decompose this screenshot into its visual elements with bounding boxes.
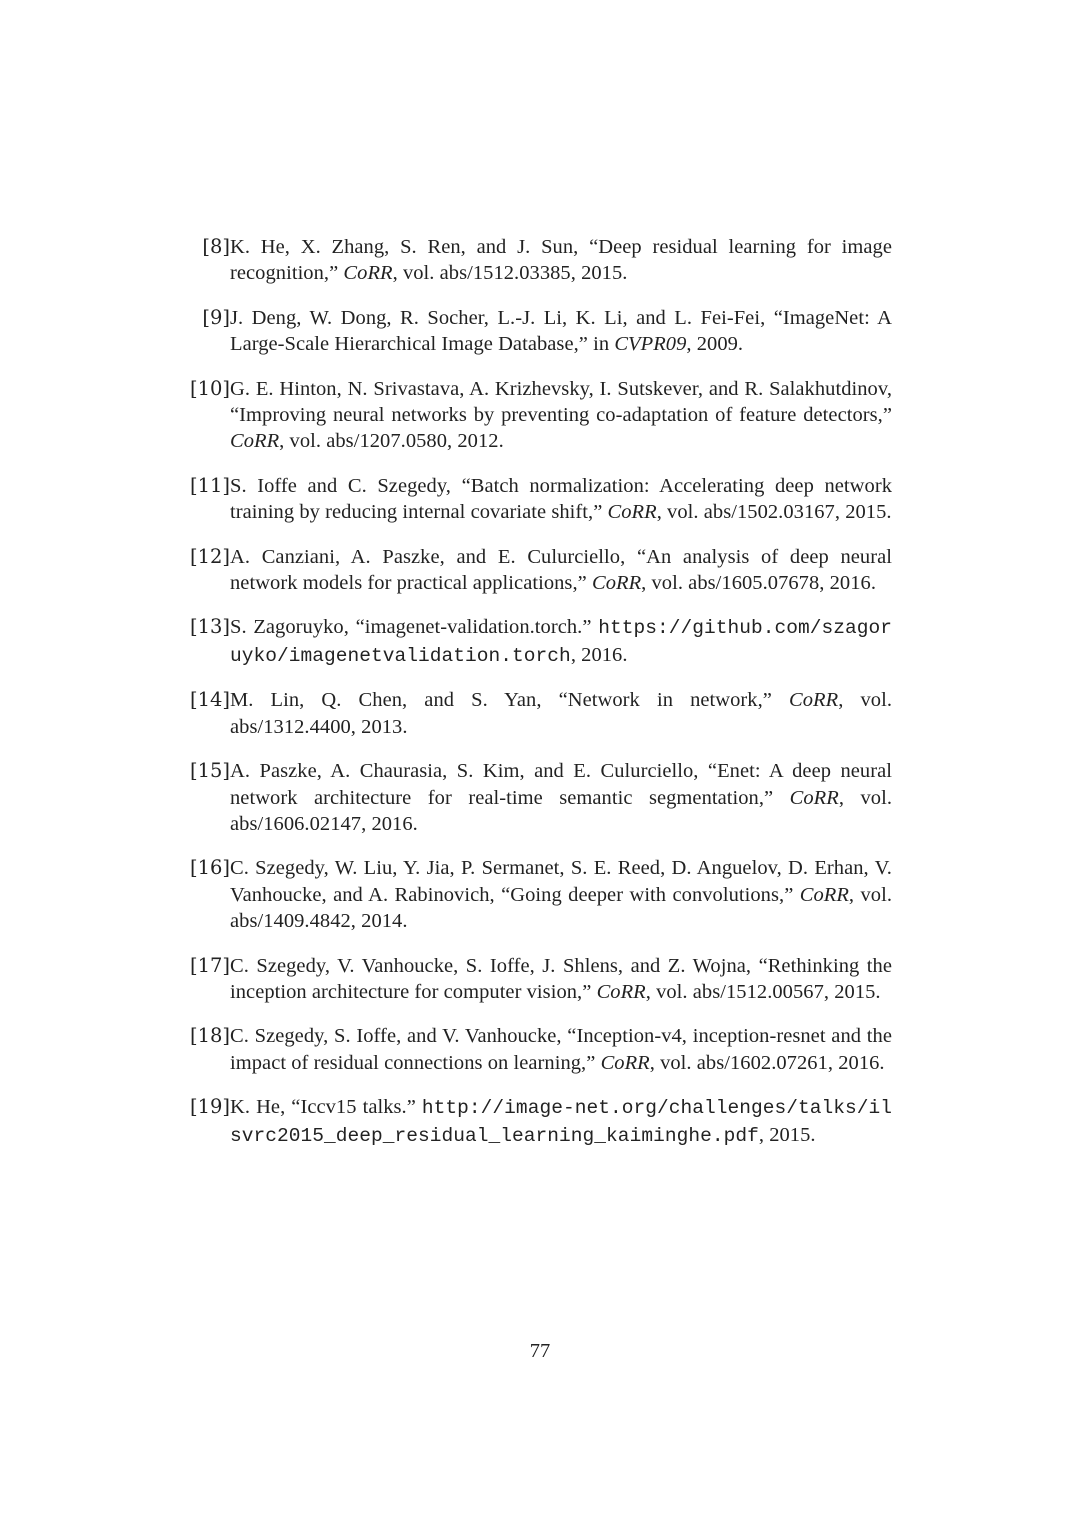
reference-entry bbox=[186, 758, 892, 837]
reference-entry bbox=[186, 473, 892, 526]
reference-url[interactable]: https://github.com/szagoruyko/imagenetvalidation.torch bbox=[230, 617, 892, 667]
reference-text bbox=[230, 234, 892, 287]
reference-segment: K. He, “Iccv15 talks.” bbox=[230, 1096, 422, 1119]
reference-number: [8] bbox=[202, 235, 230, 258]
reference-segment: G. E. Hinton, N. Srivastava, A. Krizhevsky, I. Sutskever, and R. Salakhutdinov, “Improving neural networks by preventing co-adaptation of feature detectors,” bbox=[230, 377, 892, 427]
reference-text bbox=[230, 614, 892, 669]
reference-url[interactable]: http://image-net.org/challenges/talks/ilsvrc2015_deep_residual_learning_kaiminghe.pdf bbox=[230, 1097, 892, 1147]
reference-entry bbox=[186, 855, 892, 934]
reference-text bbox=[230, 544, 892, 597]
reference-entry bbox=[186, 544, 892, 597]
reference-segment: C. Szegedy, W. Liu, Y. Jia, P. Sermanet, S. E. Reed, D. Anguelov, D. Erhan, V. Vanhoucke, and A. Rabinovich, “Going deeper with convolutions,” bbox=[230, 857, 892, 906]
reference-text bbox=[230, 758, 892, 837]
reference-segment: , vol. abs/1606.02147, 2016. bbox=[230, 786, 892, 835]
reference-segment: J. Deng, W. Dong, R. Socher, L.-J. Li, K. Li, and L. Fei-Fei, “ImageNet: A Large-Scale Hierarchical Image Database,” in bbox=[230, 306, 892, 356]
reference-number: [18] bbox=[189, 1024, 230, 1048]
reference-number: [14] bbox=[189, 688, 230, 712]
reference-segment: , vol. abs/1605.07678, 2016. bbox=[641, 572, 877, 595]
reference-segment: S. Zagoruyko, “imagenet-validation.torch.” bbox=[230, 616, 599, 639]
reference-venue: CVPR09 bbox=[614, 333, 687, 356]
reference-number: [11] bbox=[189, 473, 230, 497]
reference-text bbox=[230, 305, 892, 358]
reference-venue: CoRR bbox=[596, 980, 646, 1003]
reference-segment: A. Canziani, A. Paszke, and E. Culurciello, “An analysis of deep neural network models for practical applications,” bbox=[230, 545, 892, 595]
reference-text bbox=[230, 1094, 892, 1149]
reference-number: [10] bbox=[189, 376, 230, 400]
reference-segment: , 2015. bbox=[758, 1123, 816, 1146]
reference-venue: CoRR bbox=[789, 786, 839, 809]
reference-entry bbox=[186, 305, 892, 358]
reference-segment: , vol. abs/1512.03385, 2015. bbox=[392, 262, 628, 285]
reference-venue: CoRR bbox=[789, 689, 839, 712]
reference-venue: CoRR bbox=[591, 572, 642, 595]
reference-segment: M. Lin, Q. Chen, and S. Yan, “Network in network,” bbox=[230, 689, 790, 712]
reference-segment: C. Szegedy, S. Ioffe, and V. Vanhoucke, “Inception-v4, inception-resnet and the impact of residual connections on learning,” bbox=[230, 1025, 892, 1074]
reference-segment: , 2016. bbox=[570, 643, 628, 666]
reference-text bbox=[230, 953, 892, 1006]
reference-venue: CoRR bbox=[230, 430, 280, 453]
reference-venue: CoRR bbox=[343, 262, 393, 285]
reference-segment: , 2009. bbox=[686, 333, 744, 356]
reference-number: [12] bbox=[189, 544, 230, 568]
reference-list bbox=[186, 234, 892, 1167]
reference-number: [13] bbox=[189, 615, 230, 639]
reference-segment: , vol. abs/1502.03167, 2015. bbox=[656, 501, 892, 524]
reference-number: [9] bbox=[202, 305, 230, 329]
reference-number: [17] bbox=[189, 953, 230, 977]
reference-segment: K. He, X. Zhang, S. Ren, and J. Sun, “Deep residual learning for image recognition,” bbox=[230, 236, 892, 285]
reference-segment: S. Ioffe and C. Szegedy, “Batch normalization: Accelerating deep network training by reducing internal covariate shift,” bbox=[230, 474, 892, 524]
reference-venue: CoRR bbox=[600, 1051, 650, 1074]
reference-segment: A. Paszke, A. Chaurasia, S. Kim, and E. Culurciello, “Enet: A deep neural network architecture for real-time semantic segmentation,” bbox=[230, 760, 892, 809]
reference-entry bbox=[186, 687, 892, 740]
reference-number: [16] bbox=[189, 856, 230, 880]
reference-number: [19] bbox=[189, 1095, 230, 1119]
reference-entry bbox=[186, 234, 892, 287]
reference-entry bbox=[186, 614, 892, 669]
reference-entry bbox=[186, 1094, 892, 1149]
reference-entry bbox=[186, 376, 892, 455]
reference-segment: C. Szegedy, V. Vanhoucke, S. Ioffe, J. Shlens, and Z. Wojna, “Rethinking the inception architecture for computer vision,” bbox=[230, 954, 892, 1003]
reference-text bbox=[230, 687, 892, 740]
reference-entry bbox=[186, 1023, 892, 1076]
reference-segment: , vol. abs/1207.0580, 2012. bbox=[279, 430, 504, 453]
reference-segment: , vol. abs/1312.4400, 2013. bbox=[230, 689, 892, 738]
reference-segment: , vol. abs/1512.00567, 2015. bbox=[645, 980, 881, 1003]
page-number: 77 bbox=[529, 1340, 551, 1362]
reference-venue: CoRR bbox=[799, 883, 849, 906]
reference-text bbox=[230, 855, 892, 934]
reference-text bbox=[230, 1023, 892, 1076]
reference-venue: CoRR bbox=[607, 501, 657, 524]
reference-segment: , vol. abs/1602.07261, 2016. bbox=[649, 1051, 885, 1074]
reference-segment: , vol. abs/1409.4842, 2014. bbox=[230, 883, 892, 933]
reference-entry bbox=[186, 953, 892, 1006]
reference-text bbox=[230, 376, 892, 455]
reference-number: [15] bbox=[189, 759, 230, 783]
reference-text bbox=[230, 473, 892, 526]
